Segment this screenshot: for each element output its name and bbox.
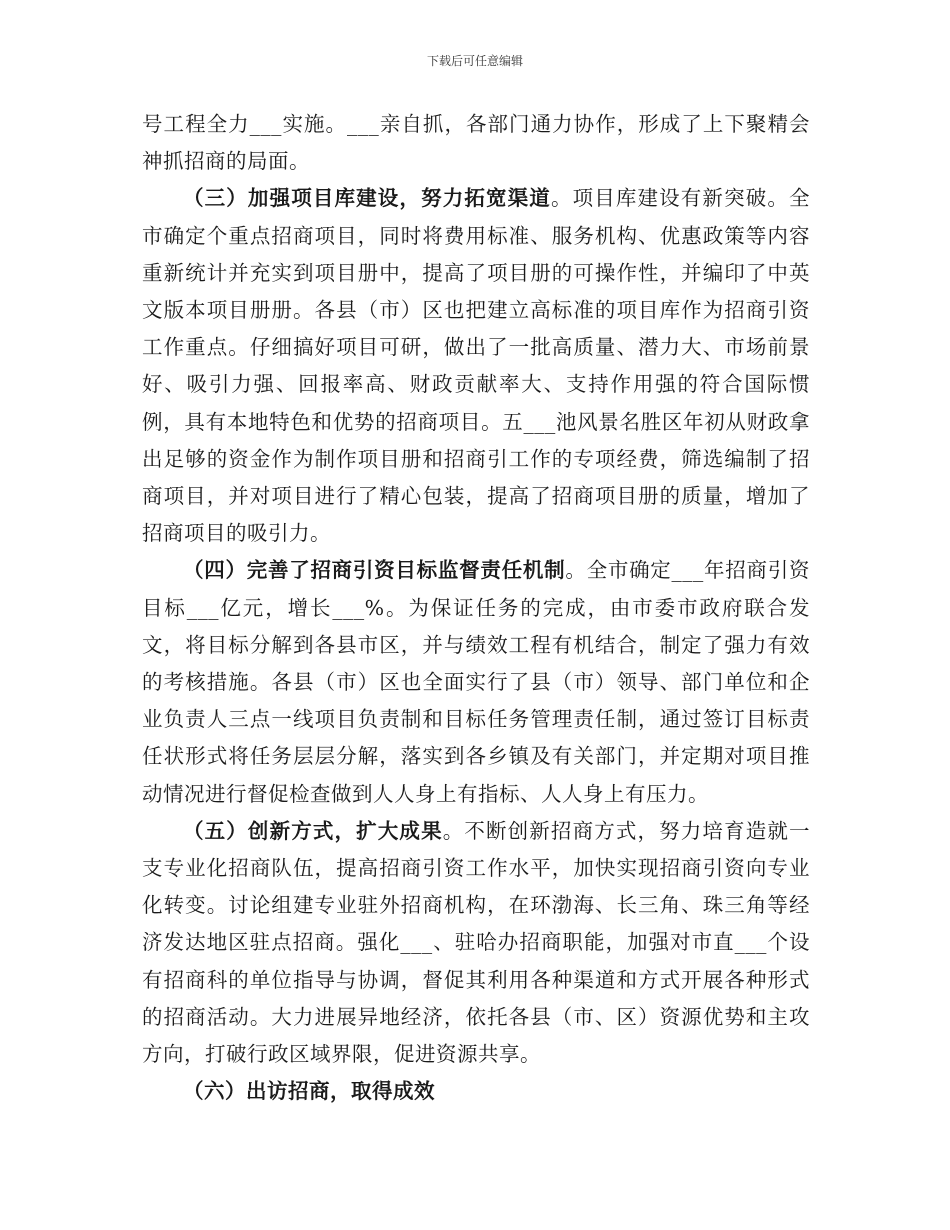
paragraph-continuation	[142, 106, 810, 180]
paragraph-responsibility-mechanism	[142, 552, 810, 812]
paragraph-text: 。全市确定___年招商引资目标___亿元，增长___%。为保证任务的完成，由市委市政府联合发文，将目标分解到各县市区，并与绩效工程有机结合，制定了强力有效的考核措施。各县（市）区也全面实行了县（市）领导、部门单位和企业负责人三点一线项目负责制和目标任务管理责任制，通过签订目标责任状形式将任务层层分解，落实到各乡镇及有关部门，并定期对项目推动情况进行督促检查做到人人身上有指标、人人身上有压力。	[142, 558, 811, 806]
paragraph-project-library	[142, 180, 810, 552]
paragraph-visits	[142, 1073, 810, 1110]
paragraph-text: 号工程全力___实施。___亲自抓，各部门通力协作，形成了上下聚精会神抓招商的局面。	[142, 112, 810, 174]
section-heading: （六）出访招商，取得成效	[183, 1079, 435, 1104]
paragraph-innovation	[142, 813, 810, 1073]
section-heading: （五）创新方式，扩大成果	[183, 818, 443, 843]
document-body	[142, 106, 810, 1110]
paragraph-text: 。项目库建设有新突破。全市确定个重点招商项目，同时将费用标准、服务机构、优惠政策等内容重新统计并充实到项目册中，提高了项目册的可操作性，并编印了中英文版本项目册册。各县（市）区也把建立高标准的项目库作为招商引资工作重点。仔细搞好项目可研，做出了一批高质量、潜力大、市场前景好、吸引力强、回报率高、财政贡献率大、支持作用强的符合国际惯例，具有本地特色和优势的招商项目。五___池风景名胜区年初从财政拿出足够的资金作为制作项目册和招商引工作的专项经费，筛选编制了招商项目，并对项目进行了精心包装，提高了招商项目册的质量，增加了招商项目的吸引力。	[142, 186, 811, 546]
page-header: 下载后可任意编辑	[426, 54, 523, 68]
paragraph-text: 。不断创新招商方式，努力培育造就一支专业化招商队伍，提高招商引资工作水平，加快实现招商引资向专业化转变。讨论组建专业驻外招商机构，在环渤海、长三角、珠三角等经济发达地区驻点招商。强化___、驻哈办招商职能，加强对市直___个设有招商科的单位指导与协调，督促其利用各种渠道和方式开展各种形式的招商活动。大力进展异地经济，依托各县（市、区）资源优势和主攻方向，打破行政区域界限，促进资源共享。	[142, 818, 811, 1067]
section-heading: （三）加强项目库建设，努力拓宽渠道	[183, 186, 551, 211]
section-heading: （四）完善了招商引资目标监督责任机制	[183, 558, 566, 583]
